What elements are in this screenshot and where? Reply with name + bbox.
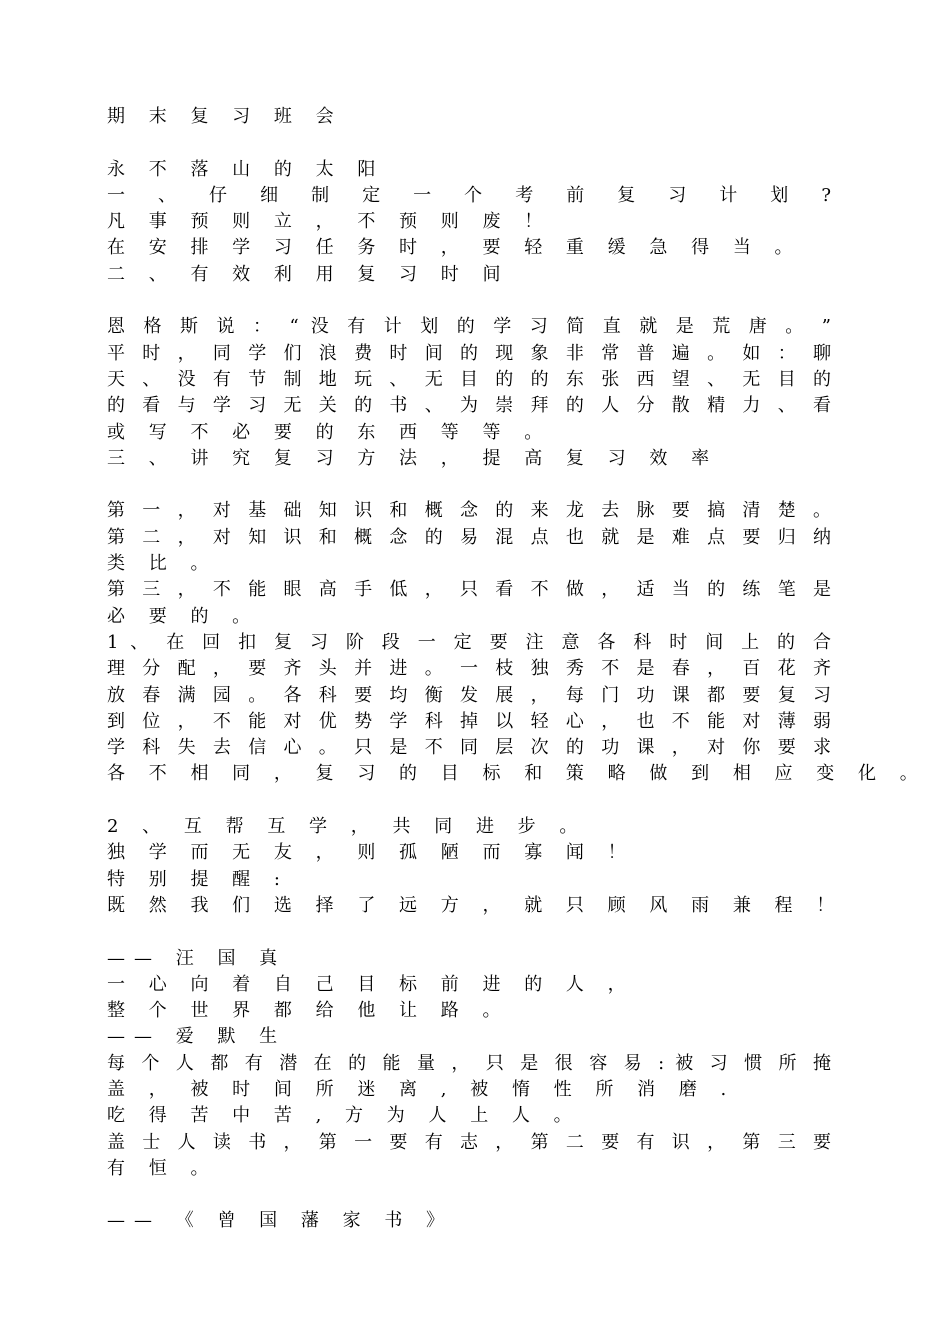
text-line: 吃 得 苦 中 苦 , 方 为 人 上 人 。 xyxy=(107,1105,581,1127)
document-title: 期 末 复 习 班 会 xyxy=(107,106,343,127)
text-line: —— 爱 默 生 xyxy=(107,1026,287,1048)
text-line: 第 一 ， 对 基 础 知 识 和 概 念 的 来 龙 去 脉 要 搞 清 楚 。 xyxy=(107,500,831,522)
blank-line xyxy=(107,919,831,945)
text-line: 既 然 我 们 选 择 了 远 方 ， 就 只 顾 风 雨 兼 程 ！ xyxy=(107,894,844,916)
text-line: 第 二 ， 对 知 识 和 概 念 的 易 混 点 也 就 是 难 点 要 归 纳 xyxy=(107,526,831,548)
text-line: 到 位 ， 不 能 对 优 势 学 科 掉 以 轻 心 ， 也 不 能 对 薄 弱 xyxy=(107,710,831,732)
text-line: —— 汪 国 真 xyxy=(107,947,287,969)
text-line: 2 、 互 帮 互 学 ， 共 同 进 步 。 xyxy=(107,816,587,838)
text-line: 整 个 世 界 都 给 他 让 路 。 xyxy=(107,1000,510,1022)
blank-line xyxy=(107,288,831,314)
text-line: 特 别 提 醒 : xyxy=(107,868,289,890)
text-line: 三 、 讲 究 复 习 方 法 ， 提 高 复 习 效 率 xyxy=(107,447,719,469)
text-line: 放 春 满 园 。 各 科 要 均 衡 发 展 ， 每 门 功 课 都 要 复 习 xyxy=(107,684,831,706)
text-line: 一 心 向 着 自 己 目 标 前 进 的 人 ， xyxy=(107,973,635,995)
text-line: 每 个 人 都 有 潜 在 的 能 量 ， 只 是 很 容 易 : 被 习 惯 所 掩 xyxy=(107,1052,831,1074)
text-line: 平 时 ， 同 学 们 浪 费 时 间 的 现 象 非 常 普 遍 。 如 ： 聊 xyxy=(107,342,831,364)
text-line: 永 不 落 山 的 太 阳 xyxy=(107,158,385,180)
text-line: 恩 格 斯 说 ： “ 没 有 计 划 的 学 习 简 直 就 是 荒 唐 。 ” xyxy=(107,316,831,338)
text-line: 天 、 没 有 节 制 地 玩 、 无 目 的 的 东 张 西 望 、 无 目 的 xyxy=(107,368,831,390)
text-line: 各 不 相 同 ， 复 习 的 目 标 和 策 略 做 到 相 应 变 化 。 xyxy=(107,763,927,785)
document-body xyxy=(107,130,927,1234)
text-line: 理 分 配 ， 要 齐 头 并 进 。 一 枝 独 秀 不 是 春 ， 百 花 齐 xyxy=(107,658,831,680)
text-line: 一 、 仔 细 制 定 一 个 考 前 复 习 计 划 ? xyxy=(107,184,831,206)
blank-line xyxy=(107,1182,831,1208)
text-line: 1 、 在 回 扣 复 习 阶 段 一 定 要 注 意 各 科 时 间 上 的 合 xyxy=(107,631,831,653)
text-line: 类 比 。 xyxy=(107,553,218,575)
text-line: 的 看 与 学 习 无 关 的 书 、 为 崇 拜 的 人 分 散 精 力 、 看 xyxy=(107,395,831,417)
text-line: 凡 事 预 则 立 ， 不 预 则 废 ！ xyxy=(107,211,552,233)
blank-line xyxy=(107,130,831,156)
document-page xyxy=(107,104,927,1235)
text-line: 独 学 而 无 友 ， 则 孤 陋 而 寡 闻 ！ xyxy=(107,842,635,864)
text-line: 学 科 失 去 信 心 。 只 是 不 同 层 次 的 功 课 ， 对 你 要 求 xyxy=(107,737,831,759)
text-line: 或 写 不 必 要 的 东 西 等 等 。 xyxy=(107,421,552,443)
text-line: 二 、 有 效 利 用 复 习 时 间 xyxy=(107,263,510,285)
text-line: —— 《 曾 国 藩 家 书 》 xyxy=(107,1210,454,1232)
blank-line xyxy=(107,472,831,498)
text-line: 盖 ， 被 时 间 所 迷 离 , 被 惰 性 所 消 磨 . xyxy=(107,1078,736,1100)
text-line: 第 三 ， 不 能 眼 高 手 低 ， 只 看 不 做 ， 适 当 的 练 笔 是 xyxy=(107,579,831,601)
text-line: 必 要 的 。 xyxy=(107,605,260,627)
text-line: 在 安 排 学 习 任 务 时 ， 要 轻 重 缓 急 得 当 。 xyxy=(107,237,802,259)
blank-line xyxy=(107,788,831,814)
text-line: 有 恒 。 xyxy=(107,1157,218,1179)
text-line: 盖 士 人 读 书 ， 第 一 要 有 志 ， 第 二 要 有 识 ， 第 三 要 xyxy=(107,1131,831,1153)
